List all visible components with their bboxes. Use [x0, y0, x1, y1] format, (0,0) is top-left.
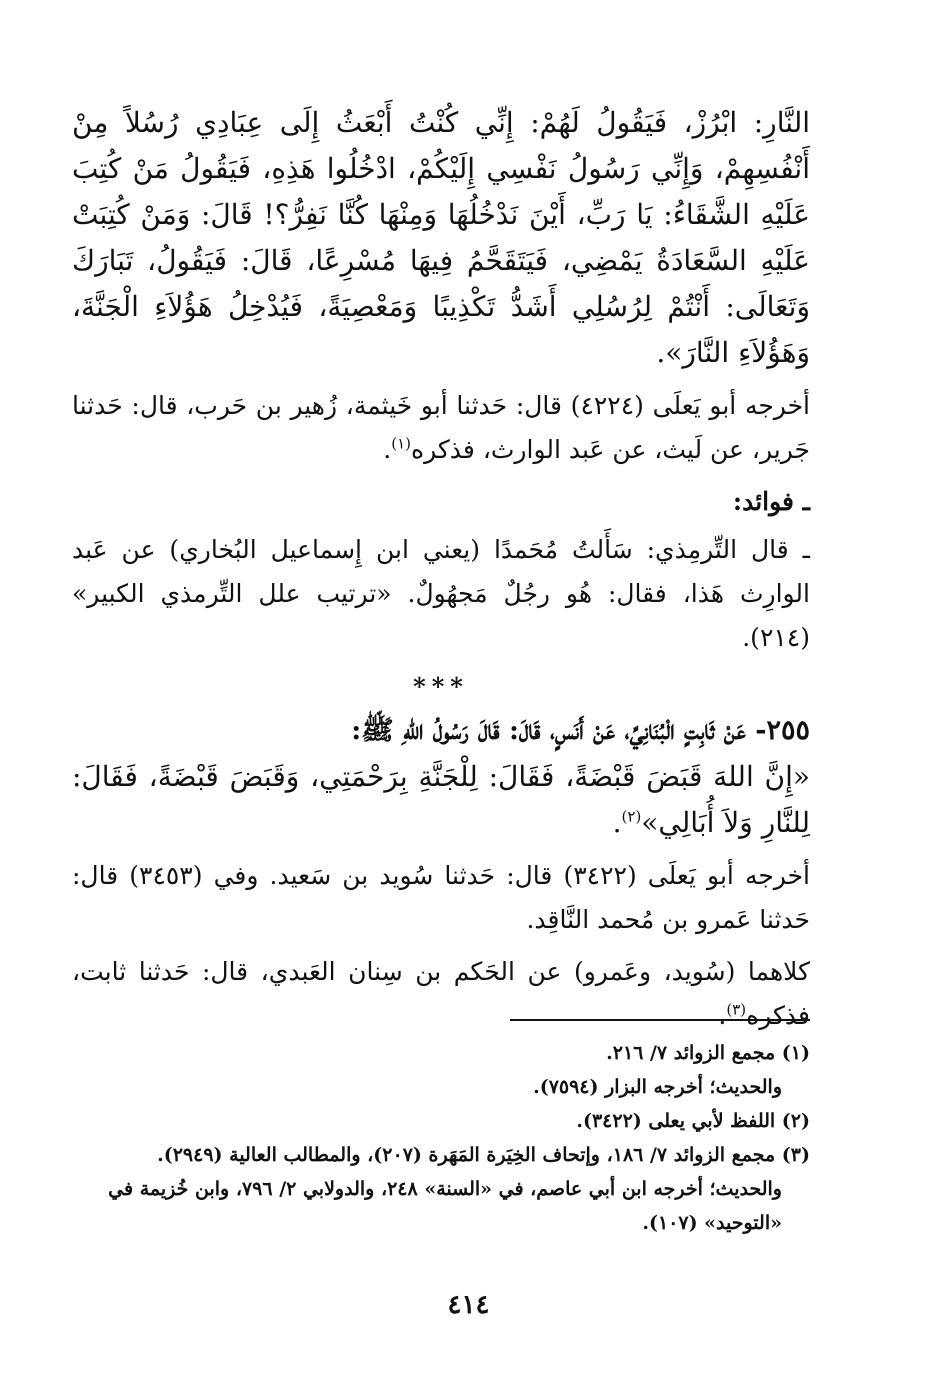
- footnote-1: (١) مجمع الزوائد ٧/ ٢١٦.: [606, 1042, 810, 1064]
- footnote-ref-2: (٢): [621, 807, 642, 826]
- footnote-1-cont: والحديث؛ أخرجه البزار (٧٥٩٤).: [533, 1076, 782, 1098]
- footnote-3: (٣) مجمع الزوائد ٧/ ١٨٦، وإتحاف الخِيَرة المَهَرة (٢٠٧)، والمطالب العالية (٢٩٤٩).: [157, 1144, 810, 1166]
- hadith-255-heading: ٢٥٥- عَنْ ثَابِتٍ الْبُنَانِيِّ، عَنْ أَنَسٍ، قَالَ: قَالَ رَسُولُ اللهِ ﷺ:: [351, 715, 810, 746]
- source-end: .: [383, 435, 392, 464]
- hadith-255-end: .: [612, 806, 622, 839]
- hadith-255-body: «إِنَّ اللهَ قَبَضَ قَبْضَةً، فَقَالَ: لِلْجَنَّةِ بِرَحْمَتِي، وَقَبَضَ قَبْضَةً، فَقَالَ: لِلنَّارِ وَلاَ أُبَالِي»: [72, 760, 810, 839]
- source-paragraph-3: [72, 950, 810, 1038]
- footnote-2: (٢) اللفظ لأبي يعلى (٣٤٢٢).: [576, 1110, 810, 1132]
- source-end-3: .: [718, 1001, 727, 1030]
- footnote-divider: [510, 1019, 810, 1021]
- footnote-ref-1: (١): [391, 434, 412, 453]
- source-text-3: كلاهما (سُويد، وعَمرو) عن الحَكم بن سِنان العَبدي، قال: حَدثنا ثابت، فذكره: [72, 957, 810, 1030]
- page-number: ٤١٤: [447, 1290, 490, 1320]
- tirmidhi-note: ـ قال التِّرمِذي: سَأَلتُ مُحَمدًا (يعني ابن إِسماعيل البُخاري) عن عَبد الوارِث هَذا، فقال: هُو رجُلٌ مَجهُولٌ. «ترتيب علل التِّرمذي الكبير» (٢١٤).: [72, 535, 810, 652]
- section-separator: ***: [413, 672, 469, 701]
- footnote-3-cont: والحديث؛ أخرجه ابن أبي عاصم، في «السنة» ٢٤٨، والدولابي ٢/ ٧٩٦، وابن خُزيمة في «التوحيد» (١٠٧).: [108, 1178, 782, 1234]
- source-paragraph-1: [72, 384, 810, 472]
- hadith-text-continued: النَّارِ: ابْرُزْ، فَيَقُولُ لَهُمْ: إِنِّي كُنْتُ أَبْعَثُ إِلَى عِبَادِي رُسُلاً مِنْ أَنْفُسِهِمْ، وَإِنِّي رَسُولُ نَفْسِي إِلَيْكُمْ، ادْخُلُوا هَذِهِ، فَيَقُولُ مَنْ كُتِبَ عَلَيْهِ الشَّقَاءُ: يَا رَبِّ، أَيْنَ نَدْخُلُهَا وَمِنْهَا كُنَّا نَفِرُّ؟! قَالَ: وَمَنْ كُتِبَتْ عَلَيْهِ السَّعَادَةُ يَمْضِي، فَيَتَقَحَّمُ فِيهَا مُسْرِعًا، قَالَ: فَيَقُولُ، تَبَارَكَ وَتَعَالَى: أَنْتُمْ لِرُسُلِي أَشَدُّ تَكْذِيبًا وَمَعْصِيَةً، فَيُدْخِلُ هَؤُلاَءِ الْجَنَّةَ، وَهَؤُلاَءِ النَّارَ».: [72, 106, 810, 369]
- footnotes: [72, 1036, 810, 1240]
- footnote-ref-3: (٣): [726, 1000, 747, 1019]
- hadith-255-text: [72, 754, 810, 846]
- source-paragraph-2: أخرجه أبو يَعلَى (٣٤٢٢) قال: حَدثنا سُويد بن سَعيد. وفي (٣٤٥٣) قال: حَدثنا عَمرو بن مُحمد النَّاقِد.: [72, 861, 810, 934]
- main-text: [72, 100, 810, 1038]
- fawaid-heading: ـ فوائد:: [732, 487, 810, 516]
- source-text: أخرجه أبو يَعلَى (٤٢٢٤) قال: حَدثنا أبو خَيثمة، زُهير بن حَرب، قال: حَدثنا جَرير، عن لَيث، عن عَبد الوارث، فذكره: [72, 391, 810, 464]
